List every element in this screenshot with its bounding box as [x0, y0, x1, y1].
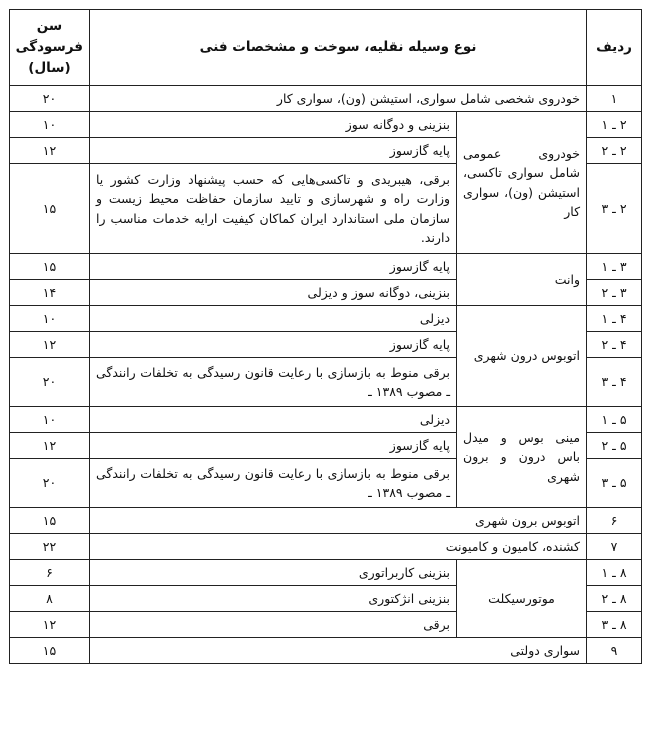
row-age: ۱۲	[10, 612, 90, 638]
table-row	[10, 534, 642, 560]
row-age: ۱۵	[10, 254, 90, 280]
group-category: خودروی عمومی شامل سواری تاکسی، استیشن (ون)، سواری کار	[457, 112, 587, 254]
row-description: بنزینی، دوگانه سوز و دیزلی	[90, 280, 457, 306]
row-description: دیزلی	[90, 407, 457, 433]
row-code: ۳ ـ ۲	[587, 280, 642, 306]
group-category: اتوبوس درون شهری	[457, 306, 587, 407]
row-age: ۱۵	[10, 508, 90, 534]
row-code: ۳ ـ ۱	[587, 254, 642, 280]
row-code: ۵ ـ ۳	[587, 459, 642, 508]
row-description: بنزینی انژکتوری	[90, 586, 457, 612]
row-age: ۱۵	[10, 164, 90, 254]
row-age: ۸	[10, 586, 90, 612]
row-code: ۷	[587, 534, 642, 560]
row-description: دیزلی	[90, 306, 457, 332]
row-code: ۹	[587, 638, 642, 664]
row-age: ۱۲	[10, 332, 90, 358]
table-row	[10, 407, 642, 433]
table-row	[10, 306, 642, 332]
row-description: برقی منوط به بازسازی با رعایت قانون رسیدگی به تخلفات رانندگی ـ مصوب ۱۳۸۹ ـ	[90, 459, 457, 508]
table-row	[10, 86, 642, 112]
row-description: برقی منوط به بازسازی با رعایت قانون رسیدگی به تخلفات رانندگی ـ مصوب ۱۳۸۹ ـ	[90, 358, 457, 407]
group-category: وانت	[457, 254, 587, 306]
row-age: ۱۰	[10, 112, 90, 138]
header-vehicle-type: نوع وسیله نقلیه، سوخت و مشخصات فنی	[90, 10, 587, 86]
row-description: بنزینی کاربراتوری	[90, 560, 457, 586]
group-category: مینی بوس و میدل باس درون و برون شهری	[457, 407, 587, 508]
row-code: ۲ ـ ۳	[587, 164, 642, 254]
row-description: برقی	[90, 612, 457, 638]
row-description: پایه گازسوز	[90, 433, 457, 459]
table-row	[10, 254, 642, 280]
row-age: ۱۲	[10, 138, 90, 164]
row-code: ۱	[587, 86, 642, 112]
group-category: موتورسیکلت	[457, 560, 587, 638]
row-description: برقی، هیبریدی و تاکسی‌هایی که حسب پیشنهاد وزارت کشور یا وزارت راه و شهرسازی و تایید سازمان حفاظت محیط زیست و سازمان ملی استاندارد ایران کماکان کیفیت ارایه خدمات مناسب را دارند.	[90, 164, 457, 254]
row-code: ۲ ـ ۱	[587, 112, 642, 138]
row-category: سواری دولتی	[90, 638, 587, 664]
row-age: ۱۰	[10, 407, 90, 433]
row-code: ۴ ـ ۳	[587, 358, 642, 407]
row-age: ۲۰	[10, 459, 90, 508]
row-age: ۱۵	[10, 638, 90, 664]
header-age: سن فرسودگی (سال)	[10, 10, 90, 86]
row-category: اتوبوس برون شهری	[90, 508, 587, 534]
row-code: ۴ ـ ۲	[587, 332, 642, 358]
table-row	[10, 508, 642, 534]
row-age: ۲۲	[10, 534, 90, 560]
row-age: ۶	[10, 560, 90, 586]
row-age: ۱۴	[10, 280, 90, 306]
table-row	[10, 112, 642, 138]
row-age: ۲۰	[10, 86, 90, 112]
row-code: ۲ ـ ۲	[587, 138, 642, 164]
row-description: پایه گازسوز	[90, 332, 457, 358]
row-description: پایه گازسوز	[90, 138, 457, 164]
table-header-row	[10, 10, 642, 86]
vehicle-age-table	[9, 9, 642, 664]
row-category: کشنده، کامیون و کامیونت	[90, 534, 587, 560]
row-age: ۲۰	[10, 358, 90, 407]
row-category: خودروی شخصی شامل سواری، استیشن (ون)، سواری کار	[90, 86, 587, 112]
row-code: ۸ ـ ۱	[587, 560, 642, 586]
row-code: ۸ ـ ۳	[587, 612, 642, 638]
table-row	[10, 560, 642, 586]
row-code: ۶	[587, 508, 642, 534]
header-row-number: ردیف	[587, 10, 642, 86]
table-row	[10, 638, 642, 664]
row-code: ۴ ـ ۱	[587, 306, 642, 332]
row-age: ۱۲	[10, 433, 90, 459]
row-code: ۵ ـ ۱	[587, 407, 642, 433]
row-code: ۸ ـ ۲	[587, 586, 642, 612]
row-code: ۵ ـ ۲	[587, 433, 642, 459]
row-description: پایه گازسوز	[90, 254, 457, 280]
row-age: ۱۰	[10, 306, 90, 332]
row-description: بنزینی و دوگانه سوز	[90, 112, 457, 138]
